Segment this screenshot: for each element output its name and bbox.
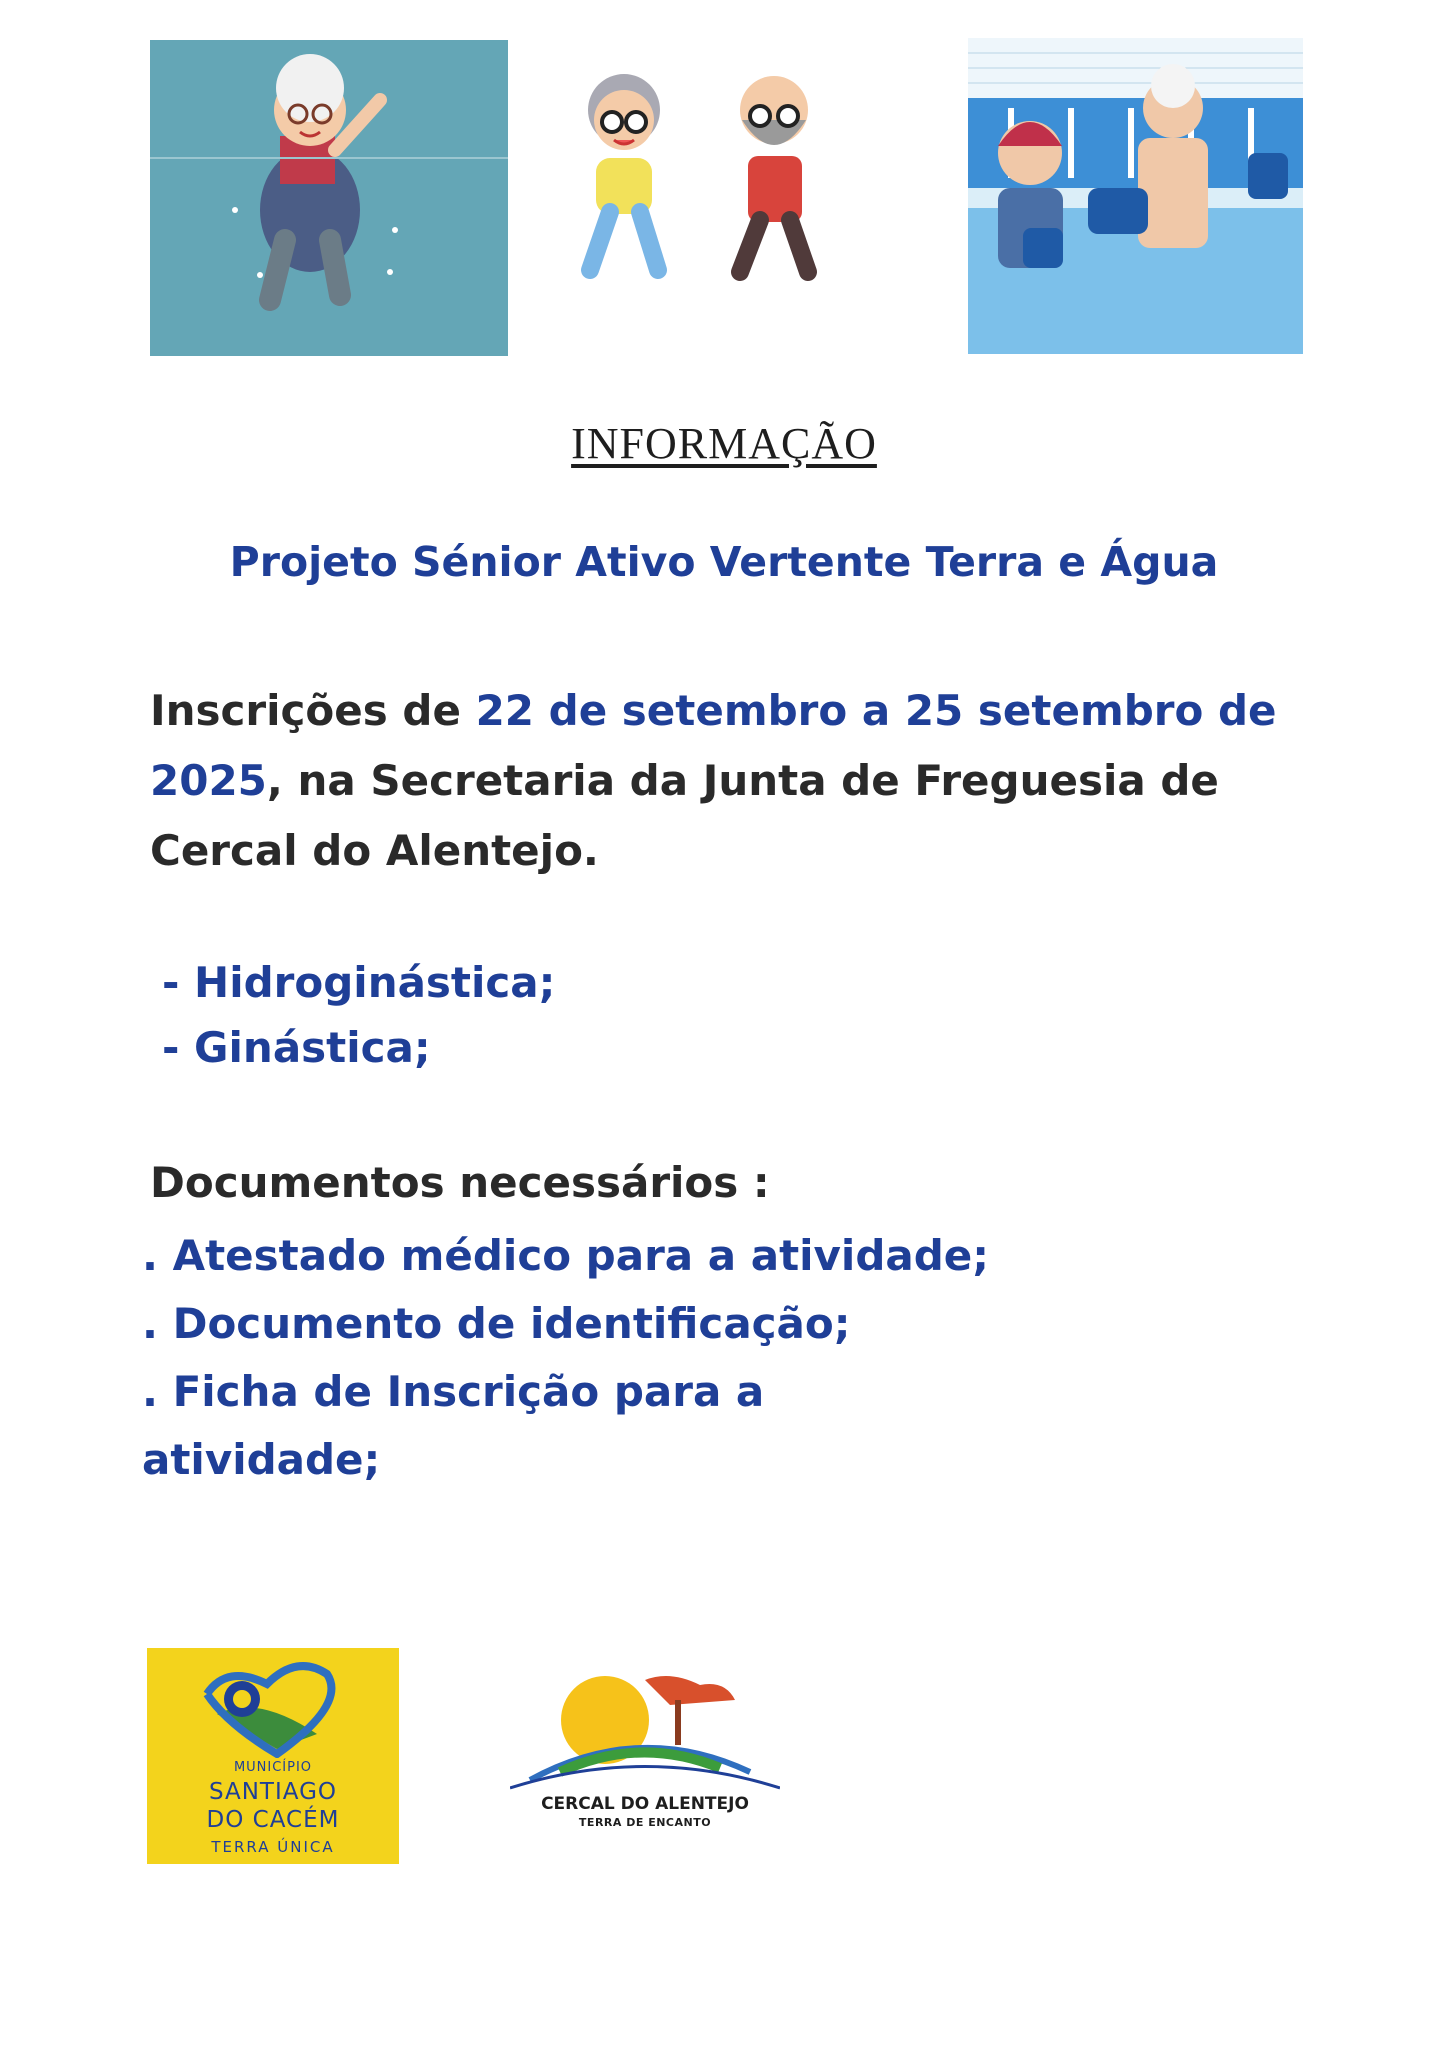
list-item: - Ginástica;	[162, 1023, 431, 1072]
list-item: - Hidroginástica;	[162, 958, 556, 1007]
logo-right-line1: CERCAL DO ALENTEJO	[541, 1794, 749, 1814]
registration-paragraph	[150, 676, 1350, 886]
cercal-do-alentejo-logo	[510, 1660, 780, 1840]
list-item: . Ficha de Inscrição para a atividade;	[142, 1367, 765, 1484]
aqua-aerobics-illustration	[968, 38, 1303, 354]
page-title: INFORMAÇÃO	[571, 419, 877, 468]
list-item: . Documento de identificação;	[142, 1299, 851, 1348]
heart-wave-icon	[187, 1654, 357, 1758]
logo-left-line1: MUNICÍPIO	[233, 1760, 313, 1775]
registration-location: , na Secretaria da Junta de Freguesia de Cercal do Alentejo.	[150, 756, 1219, 875]
documents-list	[142, 1222, 1242, 1494]
logo-right-line2: TERRA DE ENCANTO	[578, 1816, 712, 1829]
logo-left-line2-3: SANTIAGO DO CACÉM	[206, 1779, 340, 1833]
documents-heading: Documentos necessários :	[150, 1158, 770, 1207]
sun-tree-icon	[510, 1660, 780, 1794]
santiago-do-cacem-logo	[147, 1648, 399, 1864]
jogging-couple-illustration	[560, 40, 850, 320]
project-subtitle: Projeto Sénior Ativo Vertente Terra e Água	[229, 538, 1219, 586]
swimming-illustration	[150, 40, 508, 356]
logo-left-line4: TERRA ÚNICA	[211, 1838, 335, 1856]
registration-intro: Inscrições de	[150, 686, 476, 735]
registration-dates: 22 de setembro a 25 setembro de 2025	[150, 686, 1277, 805]
list-item: . Atestado médico para a atividade;	[142, 1231, 990, 1280]
activities-list	[162, 950, 555, 1080]
